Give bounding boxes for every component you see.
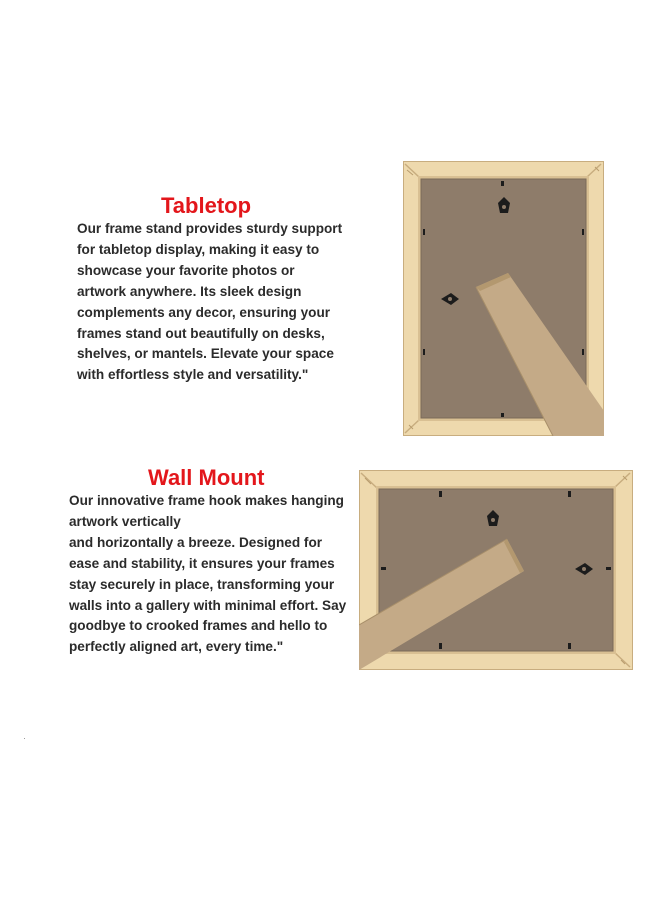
wall-mount-line: perfectly aligned art, every time." — [69, 639, 284, 655]
wall-mount-line: goodbye to crooked frames and hello to — [69, 618, 328, 634]
tabletop-line: frames stand out beautifully on desks, — [77, 325, 325, 341]
portrait-frame-back-icon — [403, 161, 604, 436]
tabletop-line: with effortless style and versatility." — [77, 367, 309, 383]
landscape-frame-back-icon — [359, 470, 633, 670]
wall-mount-line: stay securely in place, transforming your — [69, 576, 335, 592]
wall-mount-frame-photo — [359, 470, 633, 670]
wall-mount-line: Our innovative frame hook makes hanging — [69, 493, 344, 508]
decorative-speck — [24, 738, 25, 739]
tabletop-frame-photo — [403, 161, 604, 436]
tabletop-description — [77, 219, 342, 386]
tabletop-line: for tabletop display, making it easy to — [77, 241, 320, 257]
wall-mount-line: and horizontally a breeze. Designed for — [69, 534, 323, 550]
wall-mount-heading: Wall Mount — [148, 465, 265, 490]
tabletop-line: artwork anywhere. Its sleek design — [77, 283, 302, 299]
wall-mount-description — [69, 491, 346, 658]
wall-mount-line: ease and stability, it ensures your frames — [69, 555, 335, 571]
tabletop-line: showcase your favorite photos or — [77, 262, 295, 278]
wall-mount-line: walls into a gallery with minimal effort. Say — [69, 597, 347, 613]
wall-mount-line: artwork vertically — [69, 513, 181, 529]
tabletop-line: shelves, or mantels. Elevate your space — [77, 346, 334, 362]
tabletop-line: Our frame stand provides sturdy support — [77, 221, 343, 236]
tabletop-heading: Tabletop — [161, 193, 252, 218]
tabletop-line: complements any decor, ensuring your — [77, 304, 331, 320]
